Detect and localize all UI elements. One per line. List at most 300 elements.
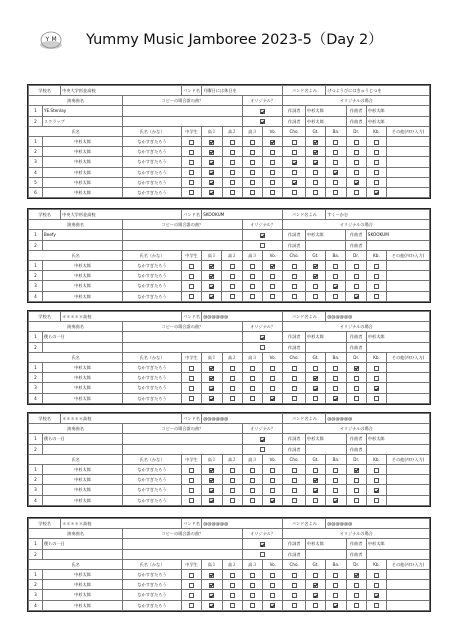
grade-checkbox[interactable] bbox=[250, 498, 255, 503]
copy-artist[interactable] bbox=[123, 444, 243, 454]
grade-checkbox[interactable] bbox=[189, 284, 194, 289]
part-checkbox[interactable] bbox=[374, 603, 379, 608]
part-checkbox[interactable] bbox=[354, 366, 359, 371]
grade-checkbox[interactable] bbox=[250, 376, 255, 381]
part-checkbox[interactable] bbox=[333, 180, 338, 185]
grade-checkbox[interactable] bbox=[209, 593, 214, 598]
grade-checkbox[interactable] bbox=[230, 478, 235, 483]
grade-checkbox[interactable] bbox=[209, 180, 214, 185]
member-name[interactable]: 中杉太郎 bbox=[42, 580, 122, 590]
member-name[interactable]: 中杉太郎 bbox=[42, 383, 122, 393]
song-title[interactable] bbox=[42, 549, 122, 559]
arranger-name[interactable]: 中杉太郎 bbox=[366, 539, 429, 549]
grade-checkbox[interactable] bbox=[230, 573, 235, 578]
member-name[interactable]: 中杉太郎 bbox=[42, 373, 122, 383]
arranger-name[interactable]: 中杉太郎 bbox=[366, 116, 429, 126]
part-checkbox[interactable] bbox=[374, 376, 379, 381]
original-checkbox[interactable] bbox=[260, 243, 265, 248]
other-part-input[interactable] bbox=[387, 167, 430, 177]
member-kana[interactable]: なかすぎたろう bbox=[123, 590, 182, 600]
part-checkbox[interactable] bbox=[354, 294, 359, 299]
arranger-name[interactable] bbox=[366, 240, 429, 250]
part-checkbox[interactable] bbox=[354, 478, 359, 483]
part-checkbox[interactable] bbox=[333, 593, 338, 598]
part-checkbox[interactable] bbox=[354, 488, 359, 493]
other-part-input[interactable] bbox=[387, 495, 430, 505]
member-kana[interactable]: なかすぎたろう bbox=[123, 281, 182, 291]
copy-artist[interactable] bbox=[123, 332, 243, 342]
grade-checkbox[interactable] bbox=[250, 366, 255, 371]
grade-checkbox[interactable] bbox=[209, 190, 214, 195]
other-part-input[interactable] bbox=[387, 475, 430, 485]
other-part-input[interactable] bbox=[387, 600, 430, 610]
part-checkbox[interactable] bbox=[292, 376, 297, 381]
other-part-input[interactable] bbox=[387, 187, 430, 197]
composer-name[interactable] bbox=[305, 549, 346, 559]
grade-checkbox[interactable] bbox=[189, 274, 194, 279]
grade-checkbox[interactable] bbox=[209, 170, 214, 175]
member-kana[interactable]: なかすぎたろう bbox=[123, 495, 182, 505]
grade-checkbox[interactable] bbox=[189, 468, 194, 473]
part-checkbox[interactable] bbox=[313, 488, 318, 493]
part-checkbox[interactable] bbox=[333, 386, 338, 391]
arranger-name[interactable]: 中杉太郎 bbox=[366, 106, 429, 116]
part-checkbox[interactable] bbox=[292, 190, 297, 195]
part-checkbox[interactable] bbox=[270, 583, 275, 588]
grade-checkbox[interactable] bbox=[230, 468, 235, 473]
song-title[interactable]: YE.Stenlay bbox=[42, 106, 122, 116]
part-checkbox[interactable] bbox=[374, 386, 379, 391]
grade-checkbox[interactable] bbox=[230, 274, 235, 279]
other-part-input[interactable] bbox=[387, 569, 430, 579]
grade-checkbox[interactable] bbox=[209, 284, 214, 289]
member-name[interactable]: 中杉太郎 bbox=[42, 362, 122, 372]
grade-checkbox[interactable] bbox=[189, 190, 194, 195]
grade-checkbox[interactable] bbox=[230, 264, 235, 269]
grade-checkbox[interactable] bbox=[189, 294, 194, 299]
member-name[interactable]: 中杉太郎 bbox=[42, 177, 122, 187]
part-checkbox[interactable] bbox=[270, 573, 275, 578]
composer-name[interactable]: 中杉太郎 bbox=[305, 230, 346, 240]
grade-checkbox[interactable] bbox=[209, 498, 214, 503]
part-checkbox[interactable] bbox=[374, 468, 379, 473]
grade-checkbox[interactable] bbox=[250, 386, 255, 391]
song-title[interactable]: 僕らの一日 bbox=[42, 434, 122, 444]
part-checkbox[interactable] bbox=[313, 386, 318, 391]
grade-checkbox[interactable] bbox=[189, 170, 194, 175]
arranger-name[interactable]: SKOOKUM bbox=[366, 230, 429, 240]
part-checkbox[interactable] bbox=[270, 274, 275, 279]
part-checkbox[interactable] bbox=[313, 603, 318, 608]
arranger-name[interactable] bbox=[366, 342, 429, 352]
part-checkbox[interactable] bbox=[313, 274, 318, 279]
part-checkbox[interactable] bbox=[354, 593, 359, 598]
grade-checkbox[interactable] bbox=[230, 396, 235, 401]
copy-artist[interactable] bbox=[123, 549, 243, 559]
part-checkbox[interactable] bbox=[333, 478, 338, 483]
part-checkbox[interactable] bbox=[374, 573, 379, 578]
member-kana[interactable]: なかすぎたろう bbox=[123, 373, 182, 383]
part-checkbox[interactable] bbox=[333, 488, 338, 493]
part-checkbox[interactable] bbox=[333, 284, 338, 289]
part-checkbox[interactable] bbox=[333, 294, 338, 299]
grade-checkbox[interactable] bbox=[250, 170, 255, 175]
composer-name[interactable]: 中杉太郎 bbox=[305, 332, 346, 342]
other-part-input[interactable] bbox=[387, 393, 430, 403]
part-checkbox[interactable] bbox=[354, 274, 359, 279]
part-checkbox[interactable] bbox=[333, 150, 338, 155]
other-part-input[interactable] bbox=[387, 271, 430, 281]
grade-checkbox[interactable] bbox=[230, 488, 235, 493]
grade-checkbox[interactable] bbox=[230, 593, 235, 598]
other-part-input[interactable] bbox=[387, 147, 430, 157]
other-part-input[interactable] bbox=[387, 260, 430, 270]
part-checkbox[interactable] bbox=[374, 478, 379, 483]
other-part-input[interactable] bbox=[387, 362, 430, 372]
other-part-input[interactable] bbox=[387, 373, 430, 383]
part-checkbox[interactable] bbox=[270, 180, 275, 185]
part-checkbox[interactable] bbox=[374, 264, 379, 269]
part-checkbox[interactable] bbox=[333, 376, 338, 381]
part-checkbox[interactable] bbox=[333, 160, 338, 165]
grade-checkbox[interactable] bbox=[250, 468, 255, 473]
member-kana[interactable]: なかすぎたろう bbox=[123, 271, 182, 281]
original-checkbox[interactable] bbox=[260, 447, 265, 452]
member-kana[interactable]: なかすぎたろう bbox=[123, 362, 182, 372]
part-checkbox[interactable] bbox=[292, 274, 297, 279]
part-checkbox[interactable] bbox=[354, 396, 359, 401]
member-name[interactable]: 中杉太郎 bbox=[42, 495, 122, 505]
member-name[interactable]: 中杉太郎 bbox=[42, 464, 122, 474]
copy-artist[interactable] bbox=[123, 106, 243, 116]
other-part-input[interactable] bbox=[387, 157, 430, 167]
part-checkbox[interactable] bbox=[292, 294, 297, 299]
original-checkbox[interactable] bbox=[260, 345, 265, 350]
grade-checkbox[interactable] bbox=[209, 160, 214, 165]
member-kana[interactable]: なかすぎたろう bbox=[123, 136, 182, 146]
original-checkbox[interactable] bbox=[260, 119, 265, 124]
part-checkbox[interactable] bbox=[374, 150, 379, 155]
part-checkbox[interactable] bbox=[354, 190, 359, 195]
grade-checkbox[interactable] bbox=[209, 573, 214, 578]
grade-checkbox[interactable] bbox=[209, 274, 214, 279]
part-checkbox[interactable] bbox=[354, 376, 359, 381]
original-checkbox[interactable] bbox=[260, 437, 265, 442]
grade-checkbox[interactable] bbox=[189, 150, 194, 155]
grade-checkbox[interactable] bbox=[230, 180, 235, 185]
grade-checkbox[interactable] bbox=[189, 180, 194, 185]
part-checkbox[interactable] bbox=[333, 603, 338, 608]
part-checkbox[interactable] bbox=[333, 264, 338, 269]
grade-checkbox[interactable] bbox=[230, 583, 235, 588]
song-title[interactable]: Beefy bbox=[42, 230, 122, 240]
member-name[interactable]: 中杉太郎 bbox=[42, 393, 122, 403]
composer-name[interactable]: 中杉太郎 bbox=[305, 116, 346, 126]
grade-checkbox[interactable] bbox=[189, 593, 194, 598]
copy-artist[interactable] bbox=[123, 240, 243, 250]
grade-checkbox[interactable] bbox=[209, 603, 214, 608]
part-checkbox[interactable] bbox=[374, 180, 379, 185]
part-checkbox[interactable] bbox=[313, 573, 318, 578]
part-checkbox[interactable] bbox=[292, 498, 297, 503]
member-name[interactable]: 中杉太郎 bbox=[42, 600, 122, 610]
member-kana[interactable]: なかすぎたろう bbox=[123, 485, 182, 495]
part-checkbox[interactable] bbox=[313, 583, 318, 588]
part-checkbox[interactable] bbox=[333, 366, 338, 371]
arranger-name[interactable]: 中杉太郎 bbox=[366, 332, 429, 342]
copy-artist[interactable] bbox=[123, 539, 243, 549]
original-checkbox[interactable] bbox=[260, 552, 265, 557]
part-checkbox[interactable] bbox=[292, 160, 297, 165]
grade-checkbox[interactable] bbox=[250, 190, 255, 195]
part-checkbox[interactable] bbox=[292, 366, 297, 371]
part-checkbox[interactable] bbox=[313, 478, 318, 483]
copy-artist[interactable] bbox=[123, 116, 243, 126]
grade-checkbox[interactable] bbox=[230, 603, 235, 608]
part-checkbox[interactable] bbox=[313, 468, 318, 473]
part-checkbox[interactable] bbox=[292, 603, 297, 608]
grade-checkbox[interactable] bbox=[189, 498, 194, 503]
part-checkbox[interactable] bbox=[313, 170, 318, 175]
original-checkbox[interactable] bbox=[260, 109, 265, 114]
other-part-input[interactable] bbox=[387, 281, 430, 291]
part-checkbox[interactable] bbox=[270, 294, 275, 299]
grade-checkbox[interactable] bbox=[250, 274, 255, 279]
member-kana[interactable]: なかすぎたろう bbox=[123, 580, 182, 590]
part-checkbox[interactable] bbox=[354, 498, 359, 503]
part-checkbox[interactable] bbox=[313, 264, 318, 269]
member-kana[interactable]: なかすぎたろう bbox=[123, 393, 182, 403]
grade-checkbox[interactable] bbox=[189, 386, 194, 391]
grade-checkbox[interactable] bbox=[209, 366, 214, 371]
part-checkbox[interactable] bbox=[292, 140, 297, 145]
song-title[interactable] bbox=[42, 444, 122, 454]
part-checkbox[interactable] bbox=[374, 140, 379, 145]
part-checkbox[interactable] bbox=[333, 396, 338, 401]
member-kana[interactable]: なかすぎたろう bbox=[123, 475, 182, 485]
other-part-input[interactable] bbox=[387, 177, 430, 187]
part-checkbox[interactable] bbox=[292, 573, 297, 578]
other-part-input[interactable] bbox=[387, 590, 430, 600]
member-name[interactable]: 中杉太郎 bbox=[42, 569, 122, 579]
part-checkbox[interactable] bbox=[270, 386, 275, 391]
member-name[interactable]: 中杉太郎 bbox=[42, 590, 122, 600]
part-checkbox[interactable] bbox=[292, 180, 297, 185]
grade-checkbox[interactable] bbox=[209, 478, 214, 483]
part-checkbox[interactable] bbox=[313, 284, 318, 289]
grade-checkbox[interactable] bbox=[189, 140, 194, 145]
part-checkbox[interactable] bbox=[354, 160, 359, 165]
arranger-name[interactable] bbox=[366, 444, 429, 454]
song-title[interactable]: スクラップ bbox=[42, 116, 122, 126]
grade-checkbox[interactable] bbox=[189, 396, 194, 401]
part-checkbox[interactable] bbox=[292, 593, 297, 598]
member-kana[interactable]: なかすぎたろう bbox=[123, 383, 182, 393]
part-checkbox[interactable] bbox=[313, 498, 318, 503]
part-checkbox[interactable] bbox=[313, 593, 318, 598]
composer-name[interactable] bbox=[305, 342, 346, 352]
grade-checkbox[interactable] bbox=[189, 583, 194, 588]
part-checkbox[interactable] bbox=[270, 593, 275, 598]
member-kana[interactable]: なかすぎたろう bbox=[123, 157, 182, 167]
original-checkbox[interactable] bbox=[260, 542, 265, 547]
member-name[interactable]: 中杉太郎 bbox=[42, 260, 122, 270]
grade-checkbox[interactable] bbox=[230, 284, 235, 289]
grade-checkbox[interactable] bbox=[189, 573, 194, 578]
part-checkbox[interactable] bbox=[333, 190, 338, 195]
part-checkbox[interactable] bbox=[292, 488, 297, 493]
grade-checkbox[interactable] bbox=[209, 294, 214, 299]
member-name[interactable]: 中杉太郎 bbox=[42, 281, 122, 291]
song-title[interactable] bbox=[42, 240, 122, 250]
part-checkbox[interactable] bbox=[354, 150, 359, 155]
part-checkbox[interactable] bbox=[313, 140, 318, 145]
other-part-input[interactable] bbox=[387, 383, 430, 393]
member-name[interactable]: 中杉太郎 bbox=[42, 157, 122, 167]
grade-checkbox[interactable] bbox=[230, 386, 235, 391]
member-name[interactable]: 中杉太郎 bbox=[42, 136, 122, 146]
composer-name[interactable]: 中杉太郎 bbox=[305, 434, 346, 444]
other-part-input[interactable] bbox=[387, 464, 430, 474]
grade-checkbox[interactable] bbox=[209, 376, 214, 381]
member-name[interactable]: 中杉太郎 bbox=[42, 147, 122, 157]
part-checkbox[interactable] bbox=[292, 170, 297, 175]
part-checkbox[interactable] bbox=[374, 498, 379, 503]
part-checkbox[interactable] bbox=[270, 150, 275, 155]
grade-checkbox[interactable] bbox=[250, 284, 255, 289]
part-checkbox[interactable] bbox=[354, 180, 359, 185]
grade-checkbox[interactable] bbox=[250, 603, 255, 608]
grade-checkbox[interactable] bbox=[189, 376, 194, 381]
grade-checkbox[interactable] bbox=[250, 593, 255, 598]
grade-checkbox[interactable] bbox=[209, 386, 214, 391]
part-checkbox[interactable] bbox=[333, 583, 338, 588]
part-checkbox[interactable] bbox=[313, 294, 318, 299]
part-checkbox[interactable] bbox=[270, 478, 275, 483]
grade-checkbox[interactable] bbox=[250, 573, 255, 578]
grade-checkbox[interactable] bbox=[230, 376, 235, 381]
part-checkbox[interactable] bbox=[292, 284, 297, 289]
part-checkbox[interactable] bbox=[270, 396, 275, 401]
arranger-name[interactable]: 中杉太郎 bbox=[366, 434, 429, 444]
arranger-name[interactable] bbox=[366, 549, 429, 559]
grade-checkbox[interactable] bbox=[209, 264, 214, 269]
grade-checkbox[interactable] bbox=[230, 150, 235, 155]
part-checkbox[interactable] bbox=[354, 603, 359, 608]
member-name[interactable]: 中杉太郎 bbox=[42, 485, 122, 495]
song-title[interactable] bbox=[42, 342, 122, 352]
original-checkbox[interactable] bbox=[260, 233, 265, 238]
grade-checkbox[interactable] bbox=[189, 488, 194, 493]
part-checkbox[interactable] bbox=[270, 190, 275, 195]
member-kana[interactable]: なかすぎたろう bbox=[123, 600, 182, 610]
part-checkbox[interactable] bbox=[292, 583, 297, 588]
member-name[interactable]: 中杉太郎 bbox=[42, 475, 122, 485]
grade-checkbox[interactable] bbox=[250, 478, 255, 483]
part-checkbox[interactable] bbox=[374, 274, 379, 279]
grade-checkbox[interactable] bbox=[250, 488, 255, 493]
grade-checkbox[interactable] bbox=[209, 583, 214, 588]
grade-checkbox[interactable] bbox=[250, 160, 255, 165]
grade-checkbox[interactable] bbox=[209, 140, 214, 145]
grade-checkbox[interactable] bbox=[189, 160, 194, 165]
grade-checkbox[interactable] bbox=[209, 150, 214, 155]
member-kana[interactable]: なかすぎたろう bbox=[123, 569, 182, 579]
grade-checkbox[interactable] bbox=[189, 478, 194, 483]
member-kana[interactable]: なかすぎたろう bbox=[123, 260, 182, 270]
part-checkbox[interactable] bbox=[270, 366, 275, 371]
part-checkbox[interactable] bbox=[333, 170, 338, 175]
part-checkbox[interactable] bbox=[333, 274, 338, 279]
part-checkbox[interactable] bbox=[374, 396, 379, 401]
part-checkbox[interactable] bbox=[270, 488, 275, 493]
other-part-input[interactable] bbox=[387, 485, 430, 495]
part-checkbox[interactable] bbox=[292, 478, 297, 483]
part-checkbox[interactable] bbox=[270, 468, 275, 473]
member-kana[interactable]: なかすぎたろう bbox=[123, 291, 182, 301]
grade-checkbox[interactable] bbox=[230, 190, 235, 195]
grade-checkbox[interactable] bbox=[209, 396, 214, 401]
part-checkbox[interactable] bbox=[354, 583, 359, 588]
part-checkbox[interactable] bbox=[354, 386, 359, 391]
part-checkbox[interactable] bbox=[270, 498, 275, 503]
part-checkbox[interactable] bbox=[333, 468, 338, 473]
part-checkbox[interactable] bbox=[313, 190, 318, 195]
copy-artist[interactable] bbox=[123, 434, 243, 444]
part-checkbox[interactable] bbox=[270, 284, 275, 289]
grade-checkbox[interactable] bbox=[250, 294, 255, 299]
composer-name[interactable] bbox=[305, 444, 346, 454]
part-checkbox[interactable] bbox=[270, 264, 275, 269]
part-checkbox[interactable] bbox=[374, 294, 379, 299]
part-checkbox[interactable] bbox=[374, 190, 379, 195]
part-checkbox[interactable] bbox=[354, 468, 359, 473]
member-kana[interactable]: なかすぎたろう bbox=[123, 464, 182, 474]
grade-checkbox[interactable] bbox=[189, 366, 194, 371]
grade-checkbox[interactable] bbox=[250, 180, 255, 185]
part-checkbox[interactable] bbox=[313, 376, 318, 381]
part-checkbox[interactable] bbox=[374, 583, 379, 588]
grade-checkbox[interactable] bbox=[250, 140, 255, 145]
composer-name[interactable]: 中杉太郎 bbox=[305, 539, 346, 549]
part-checkbox[interactable] bbox=[354, 573, 359, 578]
song-title[interactable]: 僕らの一日 bbox=[42, 332, 122, 342]
part-checkbox[interactable] bbox=[374, 366, 379, 371]
grade-checkbox[interactable] bbox=[230, 160, 235, 165]
part-checkbox[interactable] bbox=[313, 150, 318, 155]
part-checkbox[interactable] bbox=[292, 264, 297, 269]
part-checkbox[interactable] bbox=[313, 396, 318, 401]
original-checkbox[interactable] bbox=[260, 335, 265, 340]
part-checkbox[interactable] bbox=[270, 170, 275, 175]
part-checkbox[interactable] bbox=[354, 284, 359, 289]
song-title[interactable]: 僕らの一日 bbox=[42, 539, 122, 549]
part-checkbox[interactable] bbox=[374, 284, 379, 289]
grade-checkbox[interactable] bbox=[230, 294, 235, 299]
member-name[interactable]: 中杉太郎 bbox=[42, 187, 122, 197]
grade-checkbox[interactable] bbox=[250, 396, 255, 401]
grade-checkbox[interactable] bbox=[209, 468, 214, 473]
part-checkbox[interactable] bbox=[333, 573, 338, 578]
grade-checkbox[interactable] bbox=[250, 583, 255, 588]
part-checkbox[interactable] bbox=[270, 160, 275, 165]
part-checkbox[interactable] bbox=[374, 160, 379, 165]
part-checkbox[interactable] bbox=[292, 396, 297, 401]
part-checkbox[interactable] bbox=[313, 366, 318, 371]
grade-checkbox[interactable] bbox=[230, 170, 235, 175]
part-checkbox[interactable] bbox=[292, 468, 297, 473]
part-checkbox[interactable] bbox=[313, 160, 318, 165]
